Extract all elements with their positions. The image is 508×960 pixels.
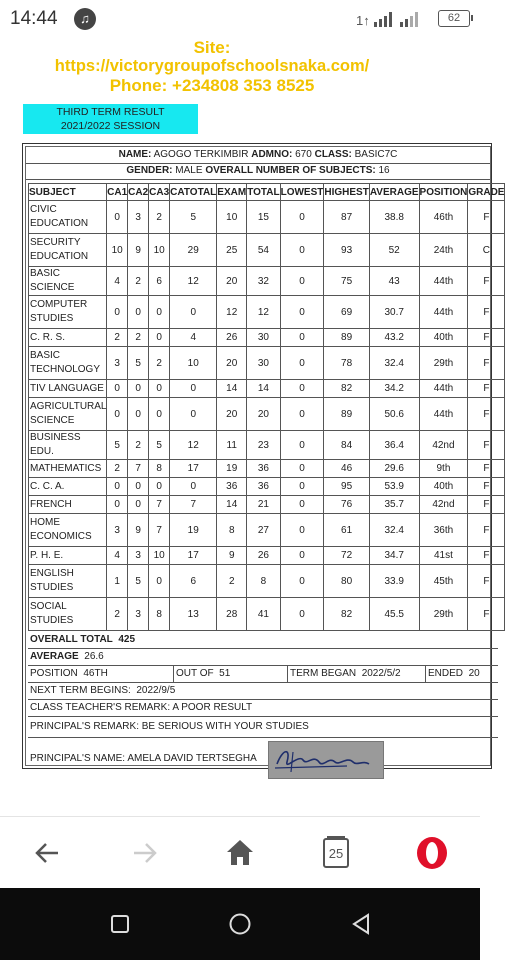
- cell-grade: F: [468, 460, 505, 478]
- cell-total: 32: [247, 267, 280, 296]
- cell-ca3: 8: [149, 460, 170, 478]
- term-began-label: TERM BEGAN: [290, 668, 357, 679]
- cell-ca1: 10: [107, 234, 128, 267]
- next-term-value: 2022/9/5: [136, 685, 176, 696]
- column-header-ca2: CA2: [128, 184, 149, 201]
- table-row: [29, 380, 505, 398]
- teacher-remark-label: CLASS TEACHER'S REMARK:: [30, 702, 171, 713]
- name-label: NAME:: [118, 149, 152, 160]
- out-of-value: 51: [219, 668, 231, 679]
- cell-catotal: 5: [170, 201, 217, 234]
- signal-icon: [356, 10, 428, 28]
- cell-highest: 93: [324, 234, 369, 267]
- admno-label: ADMNO:: [251, 149, 293, 160]
- cell-lowest: 0: [280, 565, 324, 598]
- cell-ca3: 0: [149, 329, 170, 347]
- cell-exam: 9: [217, 547, 247, 565]
- average-label: AVERAGE: [30, 651, 79, 662]
- cell-ca1: 5: [107, 431, 128, 460]
- cell-average: 38.8: [369, 201, 419, 234]
- cell-grade: F: [468, 398, 505, 431]
- cell-exam: 8: [217, 514, 247, 547]
- principal-signature: [268, 741, 384, 779]
- cell-lowest: 0: [280, 460, 324, 478]
- subject-name: FRENCH: [29, 496, 107, 514]
- principal-name-row: [28, 739, 498, 779]
- subject-name: C. R. S.: [29, 329, 107, 347]
- table-row: [29, 598, 505, 631]
- cell-lowest: 0: [280, 380, 324, 398]
- overall-total-label: OVERALL TOTAL: [30, 634, 113, 645]
- subject-name: SOCIAL STUDIES: [29, 598, 107, 631]
- average-row: [28, 649, 498, 666]
- cell-total: 21: [247, 496, 280, 514]
- term-began-value: 2022/5/2: [361, 668, 401, 679]
- cell-highest: 75: [324, 267, 369, 296]
- recent-apps-icon[interactable]: [110, 914, 130, 934]
- cell-grade: F: [468, 296, 505, 329]
- cell-ca2: 0: [128, 380, 149, 398]
- position-label: POSITION: [30, 668, 78, 679]
- cell-ca3: 6: [149, 267, 170, 296]
- cell-catotal: 12: [170, 431, 217, 460]
- table-row: [29, 514, 505, 547]
- column-header-exam: EXAM: [217, 184, 247, 201]
- cell-grade: F: [468, 514, 505, 547]
- table-row: [29, 460, 505, 478]
- cell-ca1: 4: [107, 547, 128, 565]
- cell-ca1: 3: [107, 347, 128, 380]
- cell-ca1: 0: [107, 478, 128, 496]
- cell-ca3: 7: [149, 514, 170, 547]
- cell-total: 54: [247, 234, 280, 267]
- cell-total: 15: [247, 201, 280, 234]
- cell-ca1: 1: [107, 565, 128, 598]
- site-header: [0, 38, 424, 95]
- cell-position: 41st: [419, 547, 468, 565]
- principal-name-label: PRINCIPAL'S NAME:: [30, 753, 126, 764]
- cell-lowest: 0: [280, 296, 324, 329]
- ended-cell: [425, 666, 508, 682]
- column-header-average: AVERAGE: [369, 184, 419, 201]
- cell-highest: 87: [324, 201, 369, 234]
- cell-ca2: 3: [128, 201, 149, 234]
- cell-catotal: 17: [170, 547, 217, 565]
- cell-exam: 12: [217, 296, 247, 329]
- cell-ca2: 3: [128, 598, 149, 631]
- cell-ca3: 2: [149, 201, 170, 234]
- principal-remark-value: BE SERIOUS WITH YOUR STUDIES: [141, 721, 309, 732]
- cell-ca3: 0: [149, 478, 170, 496]
- cell-highest: 95: [324, 478, 369, 496]
- cell-average: 36.4: [369, 431, 419, 460]
- cell-ca3: 8: [149, 598, 170, 631]
- cell-ca2: 0: [128, 296, 149, 329]
- cell-ca2: 0: [128, 478, 149, 496]
- cell-ca3: 0: [149, 398, 170, 431]
- cell-lowest: 0: [280, 514, 324, 547]
- student-class: BASIC7C: [354, 149, 398, 160]
- cell-catotal: 6: [170, 565, 217, 598]
- table-row: [29, 267, 505, 296]
- table-row: [29, 296, 505, 329]
- table-row: [29, 496, 505, 514]
- cell-position: 44th: [419, 398, 468, 431]
- cell-average: 32.4: [369, 514, 419, 547]
- cell-exam: 20: [217, 398, 247, 431]
- cell-ca1: 2: [107, 329, 128, 347]
- column-header-subject: SUBJECT: [29, 184, 107, 201]
- cell-average: 33.9: [369, 565, 419, 598]
- next-term-row: [28, 683, 498, 700]
- position-cell: [28, 666, 172, 682]
- subject-name: BASIC SCIENCE: [29, 267, 107, 296]
- cell-ca2: 5: [128, 347, 149, 380]
- cell-total: 23: [247, 431, 280, 460]
- cell-grade: C: [468, 234, 505, 267]
- cell-catotal: 0: [170, 380, 217, 398]
- cell-highest: 46: [324, 460, 369, 478]
- column-header-total: TOTAL: [247, 184, 280, 201]
- cell-ca3: 5: [149, 431, 170, 460]
- cell-average: 29.6: [369, 460, 419, 478]
- cell-ca1: 0: [107, 296, 128, 329]
- subject-name: C. C. A.: [29, 478, 107, 496]
- cell-grade: F: [468, 329, 505, 347]
- cell-position: 42nd: [419, 496, 468, 514]
- cell-position: 36th: [419, 514, 468, 547]
- subjects-count: 16: [378, 165, 390, 176]
- gender-row: [26, 163, 490, 180]
- cell-highest: 84: [324, 431, 369, 460]
- cell-lowest: 0: [280, 478, 324, 496]
- back-icon[interactable]: [28, 835, 68, 871]
- cell-total: 26: [247, 547, 280, 565]
- cell-average: 43: [369, 267, 419, 296]
- subject-name: BUSINESS EDU.: [29, 431, 107, 460]
- cell-ca3: 10: [149, 547, 170, 565]
- teacher-remark-row: [28, 700, 498, 717]
- cell-total: 14: [247, 380, 280, 398]
- cell-position: 29th: [419, 347, 468, 380]
- term-title: THIRD TERM RESULT: [56, 106, 165, 118]
- cell-highest: 89: [324, 329, 369, 347]
- cell-position: 46th: [419, 201, 468, 234]
- status-time: 14:44: [10, 8, 58, 29]
- cell-ca2: 9: [128, 234, 149, 267]
- class-label: CLASS:: [314, 149, 352, 160]
- column-header-highest: HIGHEST: [324, 184, 369, 201]
- cell-catotal: 17: [170, 460, 217, 478]
- cell-catotal: 0: [170, 398, 217, 431]
- site-phone[interactable]: Phone: +234808 353 8525: [109, 76, 315, 95]
- cell-position: 9th: [419, 460, 468, 478]
- cell-lowest: 0: [280, 234, 324, 267]
- out-of-cell: [173, 666, 288, 682]
- cell-average: 53.9: [369, 478, 419, 496]
- cell-total: 20: [247, 398, 280, 431]
- table-row: [29, 478, 505, 496]
- subjects-label: OVERALL NUMBER OF SUBJECTS:: [205, 165, 376, 176]
- cell-position: 40th: [419, 478, 468, 496]
- cell-lowest: 0: [280, 329, 324, 347]
- table-row: [29, 347, 505, 380]
- cell-ca2: 9: [128, 514, 149, 547]
- table-row: [29, 547, 505, 565]
- principal-name-value: AMELA DAVID TERTSEGHA: [127, 753, 257, 764]
- cell-exam: 26: [217, 329, 247, 347]
- cell-position: 45th: [419, 565, 468, 598]
- column-header-catotal: CATOTAL: [170, 184, 217, 201]
- cell-catotal: 7: [170, 496, 217, 514]
- cell-lowest: 0: [280, 431, 324, 460]
- term-badge: [23, 104, 198, 134]
- cell-exam: 36: [217, 478, 247, 496]
- cell-lowest: 0: [280, 598, 324, 631]
- back-triangle-icon[interactable]: [350, 912, 372, 936]
- cell-average: 34.2: [369, 380, 419, 398]
- browser-nav-bar: [0, 816, 480, 889]
- cell-total: 27: [247, 514, 280, 547]
- music-icon: ♫: [74, 8, 96, 30]
- subject-name: ENGLISH STUDIES: [29, 565, 107, 598]
- status-bar: [0, 0, 480, 38]
- cell-position: 42nd: [419, 431, 468, 460]
- cell-grade: F: [468, 547, 505, 565]
- subject-name: SECURITY EDUCATION: [29, 234, 107, 267]
- cell-position: 40th: [419, 329, 468, 347]
- cell-ca3: 10: [149, 234, 170, 267]
- cell-ca2: 0: [128, 398, 149, 431]
- forward-icon[interactable]: [124, 835, 164, 871]
- column-header-ca1: CA1: [107, 184, 128, 201]
- cell-grade: F: [468, 380, 505, 398]
- cell-ca1: 4: [107, 267, 128, 296]
- subject-name: HOME ECONOMICS: [29, 514, 107, 547]
- cell-highest: 76: [324, 496, 369, 514]
- cell-grade: F: [468, 496, 505, 514]
- cell-highest: 89: [324, 398, 369, 431]
- student-gender: MALE: [175, 165, 203, 176]
- cell-ca2: 2: [128, 431, 149, 460]
- cell-grade: F: [468, 565, 505, 598]
- cell-exam: 19: [217, 460, 247, 478]
- position-value: 46TH: [83, 668, 108, 679]
- cell-ca1: 2: [107, 598, 128, 631]
- principal-remark-label: PRINCIPAL'S REMARK:: [30, 721, 139, 732]
- cell-average: 50.6: [369, 398, 419, 431]
- cell-grade: F: [468, 431, 505, 460]
- cell-catotal: 0: [170, 296, 217, 329]
- cell-ca2: 5: [128, 565, 149, 598]
- cell-ca1: 0: [107, 201, 128, 234]
- cell-catotal: 4: [170, 329, 217, 347]
- cell-average: 35.7: [369, 496, 419, 514]
- ended-value: 20: [468, 668, 480, 679]
- student-info-row: [26, 147, 490, 164]
- cell-ca1: 0: [107, 380, 128, 398]
- subject-name: MATHEMATICS: [29, 460, 107, 478]
- cell-average: 32.4: [369, 347, 419, 380]
- cell-catotal: 0: [170, 478, 217, 496]
- cell-highest: 80: [324, 565, 369, 598]
- cell-catotal: 10: [170, 347, 217, 380]
- term-began-cell: [287, 666, 426, 682]
- cell-exam: 28: [217, 598, 247, 631]
- cell-ca1: 0: [107, 496, 128, 514]
- cell-ca3: 7: [149, 496, 170, 514]
- cell-average: 30.7: [369, 296, 419, 329]
- home-circle-icon[interactable]: [228, 912, 252, 936]
- cell-total: 8: [247, 565, 280, 598]
- cell-lowest: 0: [280, 347, 324, 380]
- site-label: Site:: [193, 38, 231, 57]
- cell-highest: 78: [324, 347, 369, 380]
- cell-total: 41: [247, 598, 280, 631]
- ended-label: ENDED: [428, 668, 464, 679]
- table-row: [29, 234, 505, 267]
- cell-total: 12: [247, 296, 280, 329]
- cell-ca3: 0: [149, 380, 170, 398]
- overall-total-row: [28, 632, 498, 649]
- cell-position: 29th: [419, 598, 468, 631]
- cell-highest: 82: [324, 380, 369, 398]
- column-header-position: POSITION: [419, 184, 468, 201]
- results-table: [28, 183, 505, 631]
- table-row: [29, 329, 505, 347]
- next-term-label: NEXT TERM BEGINS:: [30, 685, 131, 696]
- cell-ca2: 2: [128, 267, 149, 296]
- svg-text:1↑: 1↑: [356, 13, 370, 28]
- tabs-icon[interactable]: [316, 835, 356, 871]
- opera-icon[interactable]: [412, 835, 452, 871]
- site-url[interactable]: https://victorygroupofschoolsnaka.com/: [54, 57, 370, 75]
- battery-icon: 62: [438, 10, 470, 27]
- subject-name: P. H. E.: [29, 547, 107, 565]
- cell-exam: 11: [217, 431, 247, 460]
- cell-grade: F: [468, 478, 505, 496]
- cell-highest: 69: [324, 296, 369, 329]
- column-header-grade: GRADE: [468, 184, 505, 201]
- cell-ca2: 2: [128, 329, 149, 347]
- cell-ca1: 3: [107, 514, 128, 547]
- cell-ca3: 0: [149, 565, 170, 598]
- result-document: [22, 143, 505, 769]
- cell-ca2: 3: [128, 547, 149, 565]
- tabs-count: 25: [328, 846, 344, 861]
- cell-grade: F: [468, 598, 505, 631]
- cell-position: 44th: [419, 267, 468, 296]
- cell-highest: 82: [324, 598, 369, 631]
- subject-name: AGRICULTURAL SCIENCE: [29, 398, 107, 431]
- cell-lowest: 0: [280, 201, 324, 234]
- subject-name: TIV LANGUAGE: [29, 380, 107, 398]
- cell-exam: 2: [217, 565, 247, 598]
- cell-ca2: 0: [128, 496, 149, 514]
- cell-ca1: 0: [107, 398, 128, 431]
- cell-average: 45.5: [369, 598, 419, 631]
- column-header-lowest: LOWEST: [280, 184, 324, 201]
- cell-catotal: 13: [170, 598, 217, 631]
- table-row: [29, 565, 505, 598]
- cell-ca2: 7: [128, 460, 149, 478]
- cell-grade: F: [468, 347, 505, 380]
- table-header-row: [29, 184, 505, 201]
- cell-exam: 10: [217, 201, 247, 234]
- cell-average: 52: [369, 234, 419, 267]
- cell-average: 43.2: [369, 329, 419, 347]
- session-title: 2021/2022 SESSION: [60, 120, 161, 132]
- cell-exam: 25: [217, 234, 247, 267]
- cell-exam: 14: [217, 380, 247, 398]
- column-header-ca3: CA3: [149, 184, 170, 201]
- subject-name: CIVIC EDUCATION: [29, 201, 107, 234]
- cell-lowest: 0: [280, 547, 324, 565]
- cell-grade: F: [468, 201, 505, 234]
- cell-position: 24th: [419, 234, 468, 267]
- cell-highest: 61: [324, 514, 369, 547]
- cell-position: 44th: [419, 380, 468, 398]
- average-value: 26.6: [84, 651, 104, 662]
- home-icon[interactable]: [220, 835, 260, 871]
- cell-grade: F: [468, 267, 505, 296]
- student-admno: 670: [295, 149, 312, 160]
- cell-lowest: 0: [280, 267, 324, 296]
- out-of-label: OUT OF: [176, 668, 214, 679]
- cell-ca3: 0: [149, 296, 170, 329]
- gender-label: GENDER:: [126, 165, 173, 176]
- position-row: [28, 666, 498, 683]
- principal-remark-row: [28, 717, 498, 738]
- cell-total: 36: [247, 478, 280, 496]
- cell-total: 30: [247, 347, 280, 380]
- cell-lowest: 0: [280, 398, 324, 431]
- cell-ca1: 2: [107, 460, 128, 478]
- cell-average: 34.7: [369, 547, 419, 565]
- system-nav-bar: [0, 888, 480, 960]
- teacher-remark-value: A POOR RESULT: [172, 702, 253, 713]
- cell-ca3: 2: [149, 347, 170, 380]
- subject-name: COMPUTER STUDIES: [29, 296, 107, 329]
- subject-name: BASIC TECHNOLOGY: [29, 347, 107, 380]
- cell-exam: 20: [217, 267, 247, 296]
- cell-catotal: 29: [170, 234, 217, 267]
- overall-total-value: 425: [118, 634, 136, 645]
- table-row: [29, 201, 505, 234]
- summary-section: [28, 632, 498, 782]
- cell-highest: 72: [324, 547, 369, 565]
- table-row: [29, 431, 505, 460]
- cell-exam: 14: [217, 496, 247, 514]
- cell-lowest: 0: [280, 496, 324, 514]
- cell-total: 36: [247, 460, 280, 478]
- cell-catotal: 12: [170, 267, 217, 296]
- cell-catotal: 19: [170, 514, 217, 547]
- cell-exam: 20: [217, 347, 247, 380]
- cell-position: 44th: [419, 296, 468, 329]
- cell-total: 30: [247, 329, 280, 347]
- table-row: [29, 398, 505, 431]
- student-name: AGOGO TERKIMBIR: [153, 149, 249, 160]
